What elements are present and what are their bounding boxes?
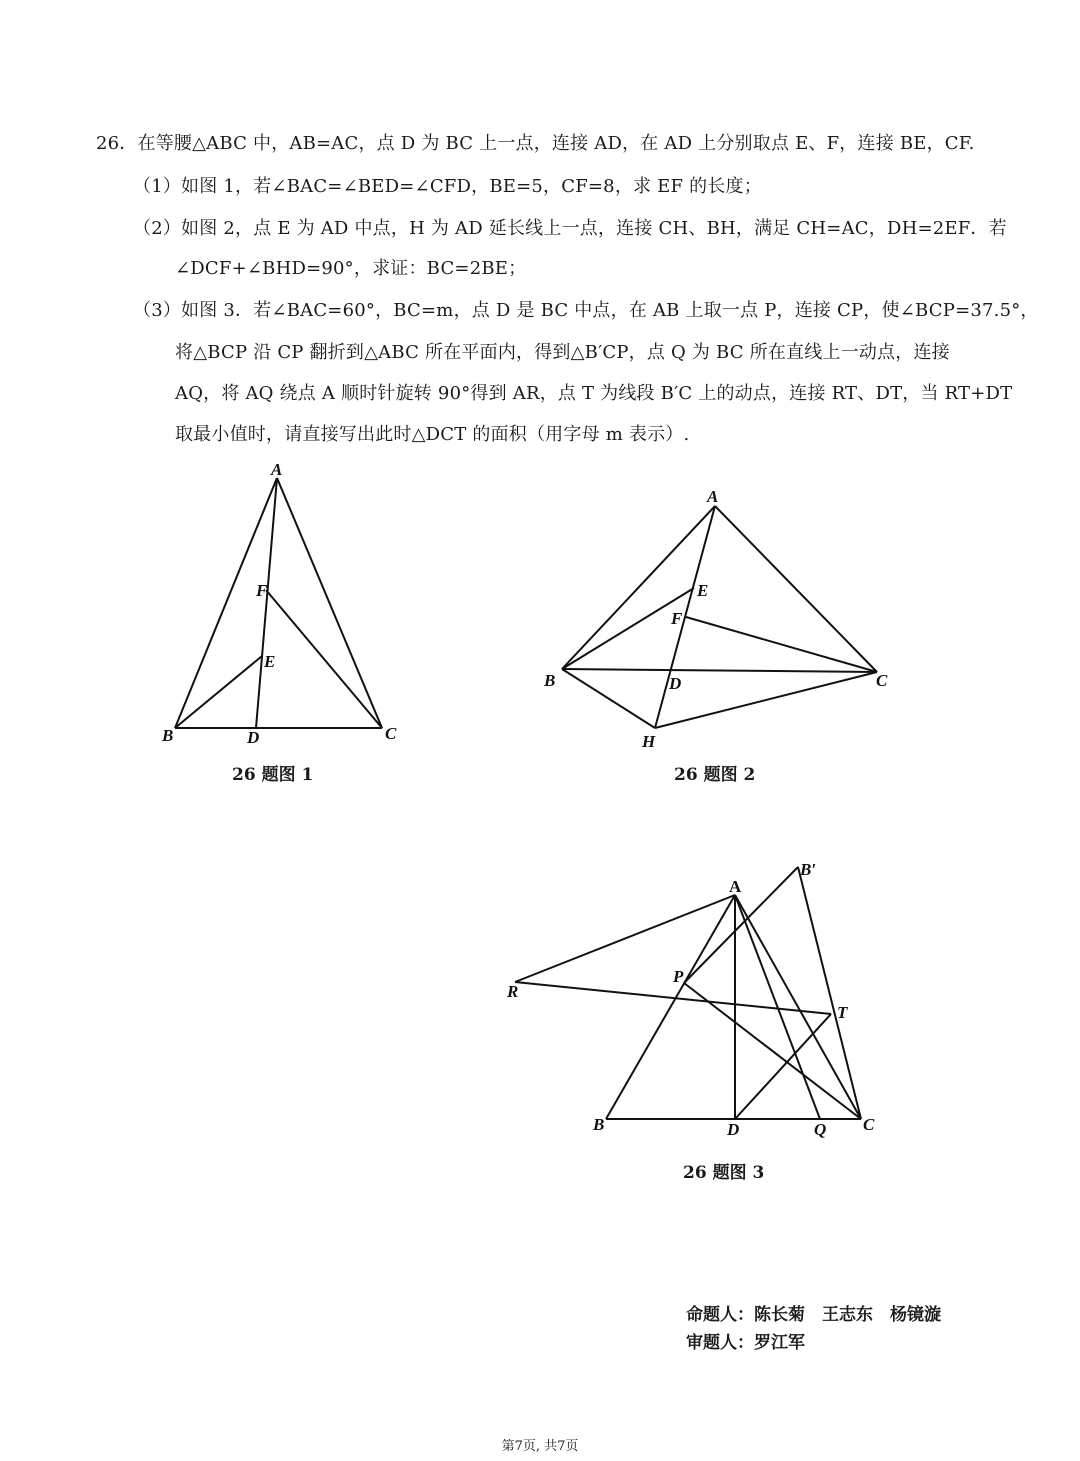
part-2-text-continued: ∠DCF+∠BHD=90°，求证：BC=2BE； (175, 258, 527, 279)
segment-AR (515, 895, 735, 982)
page-number: 第7页, 共7页 (501, 1439, 579, 1454)
segment-AQ (735, 895, 820, 1119)
part-3-text-line-4: 取最小值时，请直接写出此时△DCT 的面积（用字母 m 表示）. (175, 424, 690, 445)
label-B: B (162, 726, 174, 745)
label-P: P (673, 967, 684, 986)
segment-DT (735, 1014, 831, 1119)
label-H: H (642, 732, 656, 751)
label-D: D (727, 1120, 740, 1139)
label-C: C (863, 1115, 875, 1134)
label-E: E (264, 652, 276, 671)
label-Q: Q (814, 1120, 827, 1139)
segment-PC (684, 983, 861, 1119)
label-B: B (544, 671, 556, 690)
label-B-prime: B′ (800, 860, 817, 879)
label-C: C (876, 671, 888, 690)
label-D: D (669, 674, 682, 693)
setters-credit: 命题人：陈长菊 王志东 杨镜漩 (686, 1305, 941, 1325)
label-A: A (271, 460, 283, 479)
label-A: A (729, 877, 742, 896)
label-E: E (697, 581, 709, 600)
part-3-text-line-3: AQ，将 AQ 绕点 A 顺时针旋转 90°得到 AR，点 T 为线段 B′C 上的动点，连接 RT、DT，当 RT+DT (175, 383, 1013, 404)
label-T: T (837, 1003, 848, 1022)
part-3-text: （3）如图 3．若∠BAC=60°，BC=m，点 D 是 BC 中点，在 AB 上取一点 P，连接 CP，使∠BCP=37.5°， (133, 300, 1039, 321)
label-R: R (507, 982, 519, 1001)
part-2-text: （2）如图 2，点 E 为 AD 中点，H 为 AD 延长线上一点，连接 CH、BH，满足 CH=AC，DH=2EF．若 (133, 218, 1007, 239)
part-1-text: （1）如图 1，若∠BAC=∠BED=∠CFD，BE=5，CF=8，求 EF 的长度； (133, 176, 762, 197)
part-3-text-line-2: 将△BCP 沿 CP 翻折到△ABC 所在平面内，得到△B′CP，点 Q 为 BC 所在直线上一动点，连接 (175, 342, 950, 363)
segment-RT (515, 982, 831, 1014)
label-F: F (671, 609, 683, 628)
label-B: B (593, 1115, 605, 1134)
label-A: A (707, 487, 719, 506)
figure-2-caption: 26 题图 2 (674, 765, 756, 785)
label-D: D (247, 728, 260, 747)
label-C: C (385, 724, 397, 743)
reviewer-credit: 审题人：罗江军 (686, 1333, 805, 1353)
segment-B-prime-C (798, 867, 861, 1119)
question-stem: 26．在等腰△ABC 中，AB=AC，点 D 为 BC 上一点，连接 AD，在 AD 上分别取点 E、F，连接 BE，CF. (96, 133, 975, 154)
figure-1-caption: 26 题图 1 (232, 765, 314, 785)
figure-3-caption: 26 题图 3 (683, 1163, 765, 1183)
label-F: F (256, 581, 268, 600)
